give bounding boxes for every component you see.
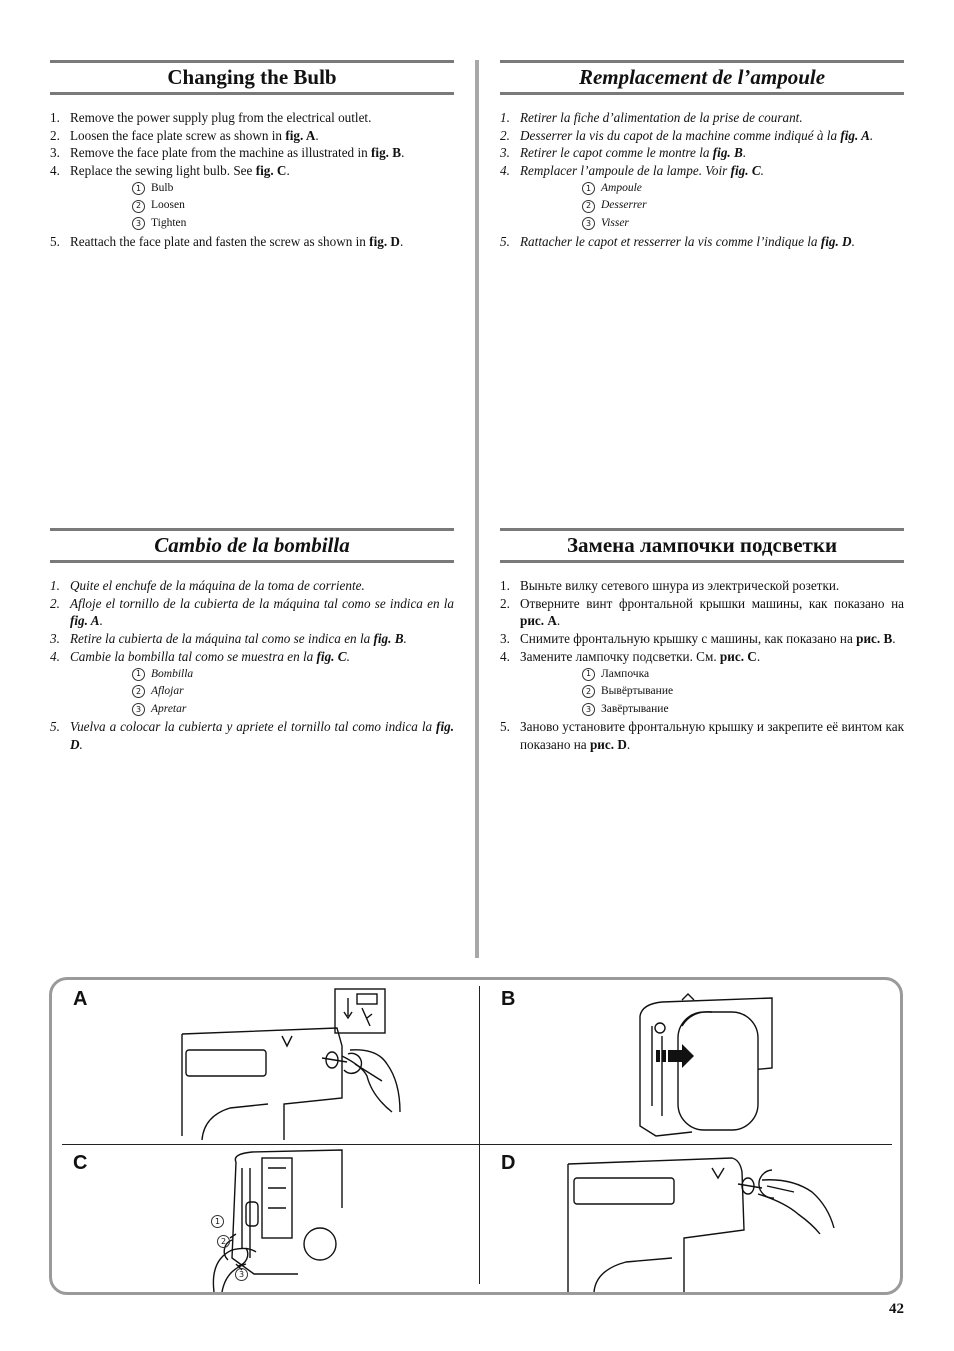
legend-item: 3 Завёртывание — [582, 701, 904, 719]
fig-ref: fig. D — [369, 233, 400, 249]
step-item: 2. Отверните винт фронтальной крышки машины, как показано на рис. A. — [500, 595, 904, 629]
callout-tighten: 3 — [235, 1268, 248, 1281]
parts-legend — [50, 180, 454, 233]
callout-loosen: 2 — [217, 1235, 230, 1248]
circled-number: 2 — [132, 685, 145, 698]
fig-ref: fig. A — [840, 127, 870, 143]
figure-divider-horizontal — [62, 1144, 892, 1145]
step-item: 4. Replace the sewing light bulb. See fig. C. — [50, 163, 290, 179]
legend-item: 3 Apretar — [132, 701, 454, 719]
section-english — [50, 60, 454, 250]
fig-ref: fig. A — [70, 613, 100, 629]
figure-label-a: A — [73, 988, 88, 1010]
legend-item: 2 Вывёртывание — [582, 683, 904, 701]
parts-legend — [500, 180, 904, 233]
step-item: 5. Rattacher le capot et resserrer la vis comme l’indique la fig. D. — [500, 233, 855, 249]
fig-ref: fig. B — [371, 145, 402, 161]
section-russian — [500, 528, 904, 754]
fig-ref: fig. D — [70, 719, 454, 752]
figure-divider-vertical — [479, 986, 480, 1284]
step-item: 2. Afloje el tornillo de la cubierta de la máquina tal como se indica en la fig. A. — [50, 595, 454, 629]
step-item: 4. Remplacer l’ampoule de la lampe. Voir fig. C. — [500, 163, 764, 179]
steps-list — [500, 233, 904, 251]
legend-item: 2 Loosen — [132, 197, 454, 215]
legend-item: 3 Visser — [582, 215, 904, 233]
section-spanish — [50, 528, 454, 754]
step-item: 5. Заново установите фронтальную крышку и закрепите её винтом как показано на рис. D. — [500, 719, 904, 752]
figure-b-illustration — [632, 986, 882, 1140]
steps-list — [50, 109, 454, 180]
section-header — [50, 528, 454, 563]
step-item: 2. Loosen the face plate screw as shown in fig. A. — [50, 127, 319, 143]
legend-item: 1 Bombilla — [132, 666, 454, 684]
step-item: 3. Retirer le capot comme le montre la fig. B. — [500, 145, 747, 161]
fig-ref: fig. B — [373, 631, 404, 647]
circled-number: 2 — [132, 200, 145, 213]
figure-d-illustration — [562, 1148, 862, 1292]
circled-number: 3 — [582, 217, 595, 230]
step-item: 4. Cambie la bombilla tal como se muestra en la fig. C. — [50, 648, 350, 664]
fig-ref: fig. C — [730, 163, 761, 179]
step-item: 3. Снимите фронтальную крышку с машины, как показано на рис. B. — [500, 631, 896, 647]
fig-ref: fig. C — [316, 648, 347, 664]
callout-bulb: 1 — [211, 1215, 224, 1228]
legend-item: 1 Лампочка — [582, 666, 904, 684]
section-french — [500, 60, 904, 250]
fig-ref: рис. C — [719, 648, 757, 664]
circled-number: 3 — [132, 703, 145, 716]
figure-label-d: D — [501, 1152, 516, 1174]
fig-ref: fig. D — [820, 233, 852, 249]
circled-number: 1 — [582, 668, 595, 681]
section-title: Changing the Bulb — [167, 65, 337, 89]
section-title: Cambio de la bombilla — [154, 533, 350, 557]
step-item: 1. Выньте вилку сетевого шнура из электрической розетки. — [500, 578, 840, 593]
step-item: 1. Quite el enchufe de la máquina de la toma de corriente. — [50, 578, 365, 593]
legend-item: 1 Bulb — [132, 180, 454, 198]
section-title: Remplacement de l’ampoule — [578, 65, 826, 89]
step-item: 2. Desserrer la vis du capot de la machine comme indiqué à la fig. A. — [500, 127, 874, 143]
parts-legend — [50, 666, 454, 719]
step-item: 5. Vuelva a colocar la cubierta y apriete el tornillo tal como indica la fig. D. — [50, 719, 454, 752]
circled-number: 2 — [582, 685, 595, 698]
figure-a-illustration — [172, 986, 422, 1140]
fig-ref: fig. A — [285, 127, 316, 143]
page-number: 42 — [889, 1301, 904, 1317]
step-item: 3. Retire la cubierta de la máquina tal como se indica en la fig. B. — [50, 631, 407, 647]
circled-number: 1 — [132, 668, 145, 681]
figure-label-b: B — [501, 988, 516, 1010]
legend-item: 1 Ampoule — [582, 180, 904, 198]
section-header — [500, 528, 904, 563]
steps-list — [50, 718, 454, 753]
step-item: 4. Замените лампочку подсветки. См. рис. C. — [500, 648, 761, 664]
fig-ref: fig. C — [255, 163, 287, 179]
step-item: 1. Retirer la fiche d’alimentation de la prise de courant. — [500, 110, 803, 125]
section-header — [50, 60, 454, 95]
column-divider — [475, 60, 479, 958]
circled-number: 3 — [582, 703, 595, 716]
circled-number: 2 — [582, 200, 595, 213]
section-title: Замена лампочки подсветки — [566, 533, 838, 557]
step-item: 5. Reattach the face plate and fasten the screw as shown in fig. D. — [50, 233, 404, 249]
parts-legend — [500, 666, 904, 719]
steps-list — [50, 233, 454, 251]
fig-ref: fig. B — [712, 145, 743, 161]
figure-label-c: C — [73, 1152, 88, 1174]
circled-number: 3 — [132, 217, 145, 230]
fig-ref: рис. D — [589, 737, 627, 752]
fig-ref: рис. B — [856, 631, 893, 647]
legend-item: 2 Desserrer — [582, 197, 904, 215]
circled-number: 1 — [132, 182, 145, 195]
steps-list — [50, 577, 454, 666]
steps-list — [500, 718, 904, 753]
legend-item: 2 Aflojar — [132, 683, 454, 701]
section-header — [500, 60, 904, 95]
steps-list — [500, 109, 904, 180]
fig-ref: рис. A — [520, 613, 557, 629]
steps-list — [500, 577, 904, 666]
step-item: 3. Remove the face plate from the machine as illustrated in fig. B. — [50, 145, 405, 161]
figures-panel — [49, 977, 903, 1295]
legend-item: 3 Tighten — [132, 215, 454, 233]
step-item: 1. Remove the power supply plug from the electrical outlet. — [50, 110, 372, 125]
figure-c-illustration — [202, 1148, 362, 1292]
circled-number: 1 — [582, 182, 595, 195]
